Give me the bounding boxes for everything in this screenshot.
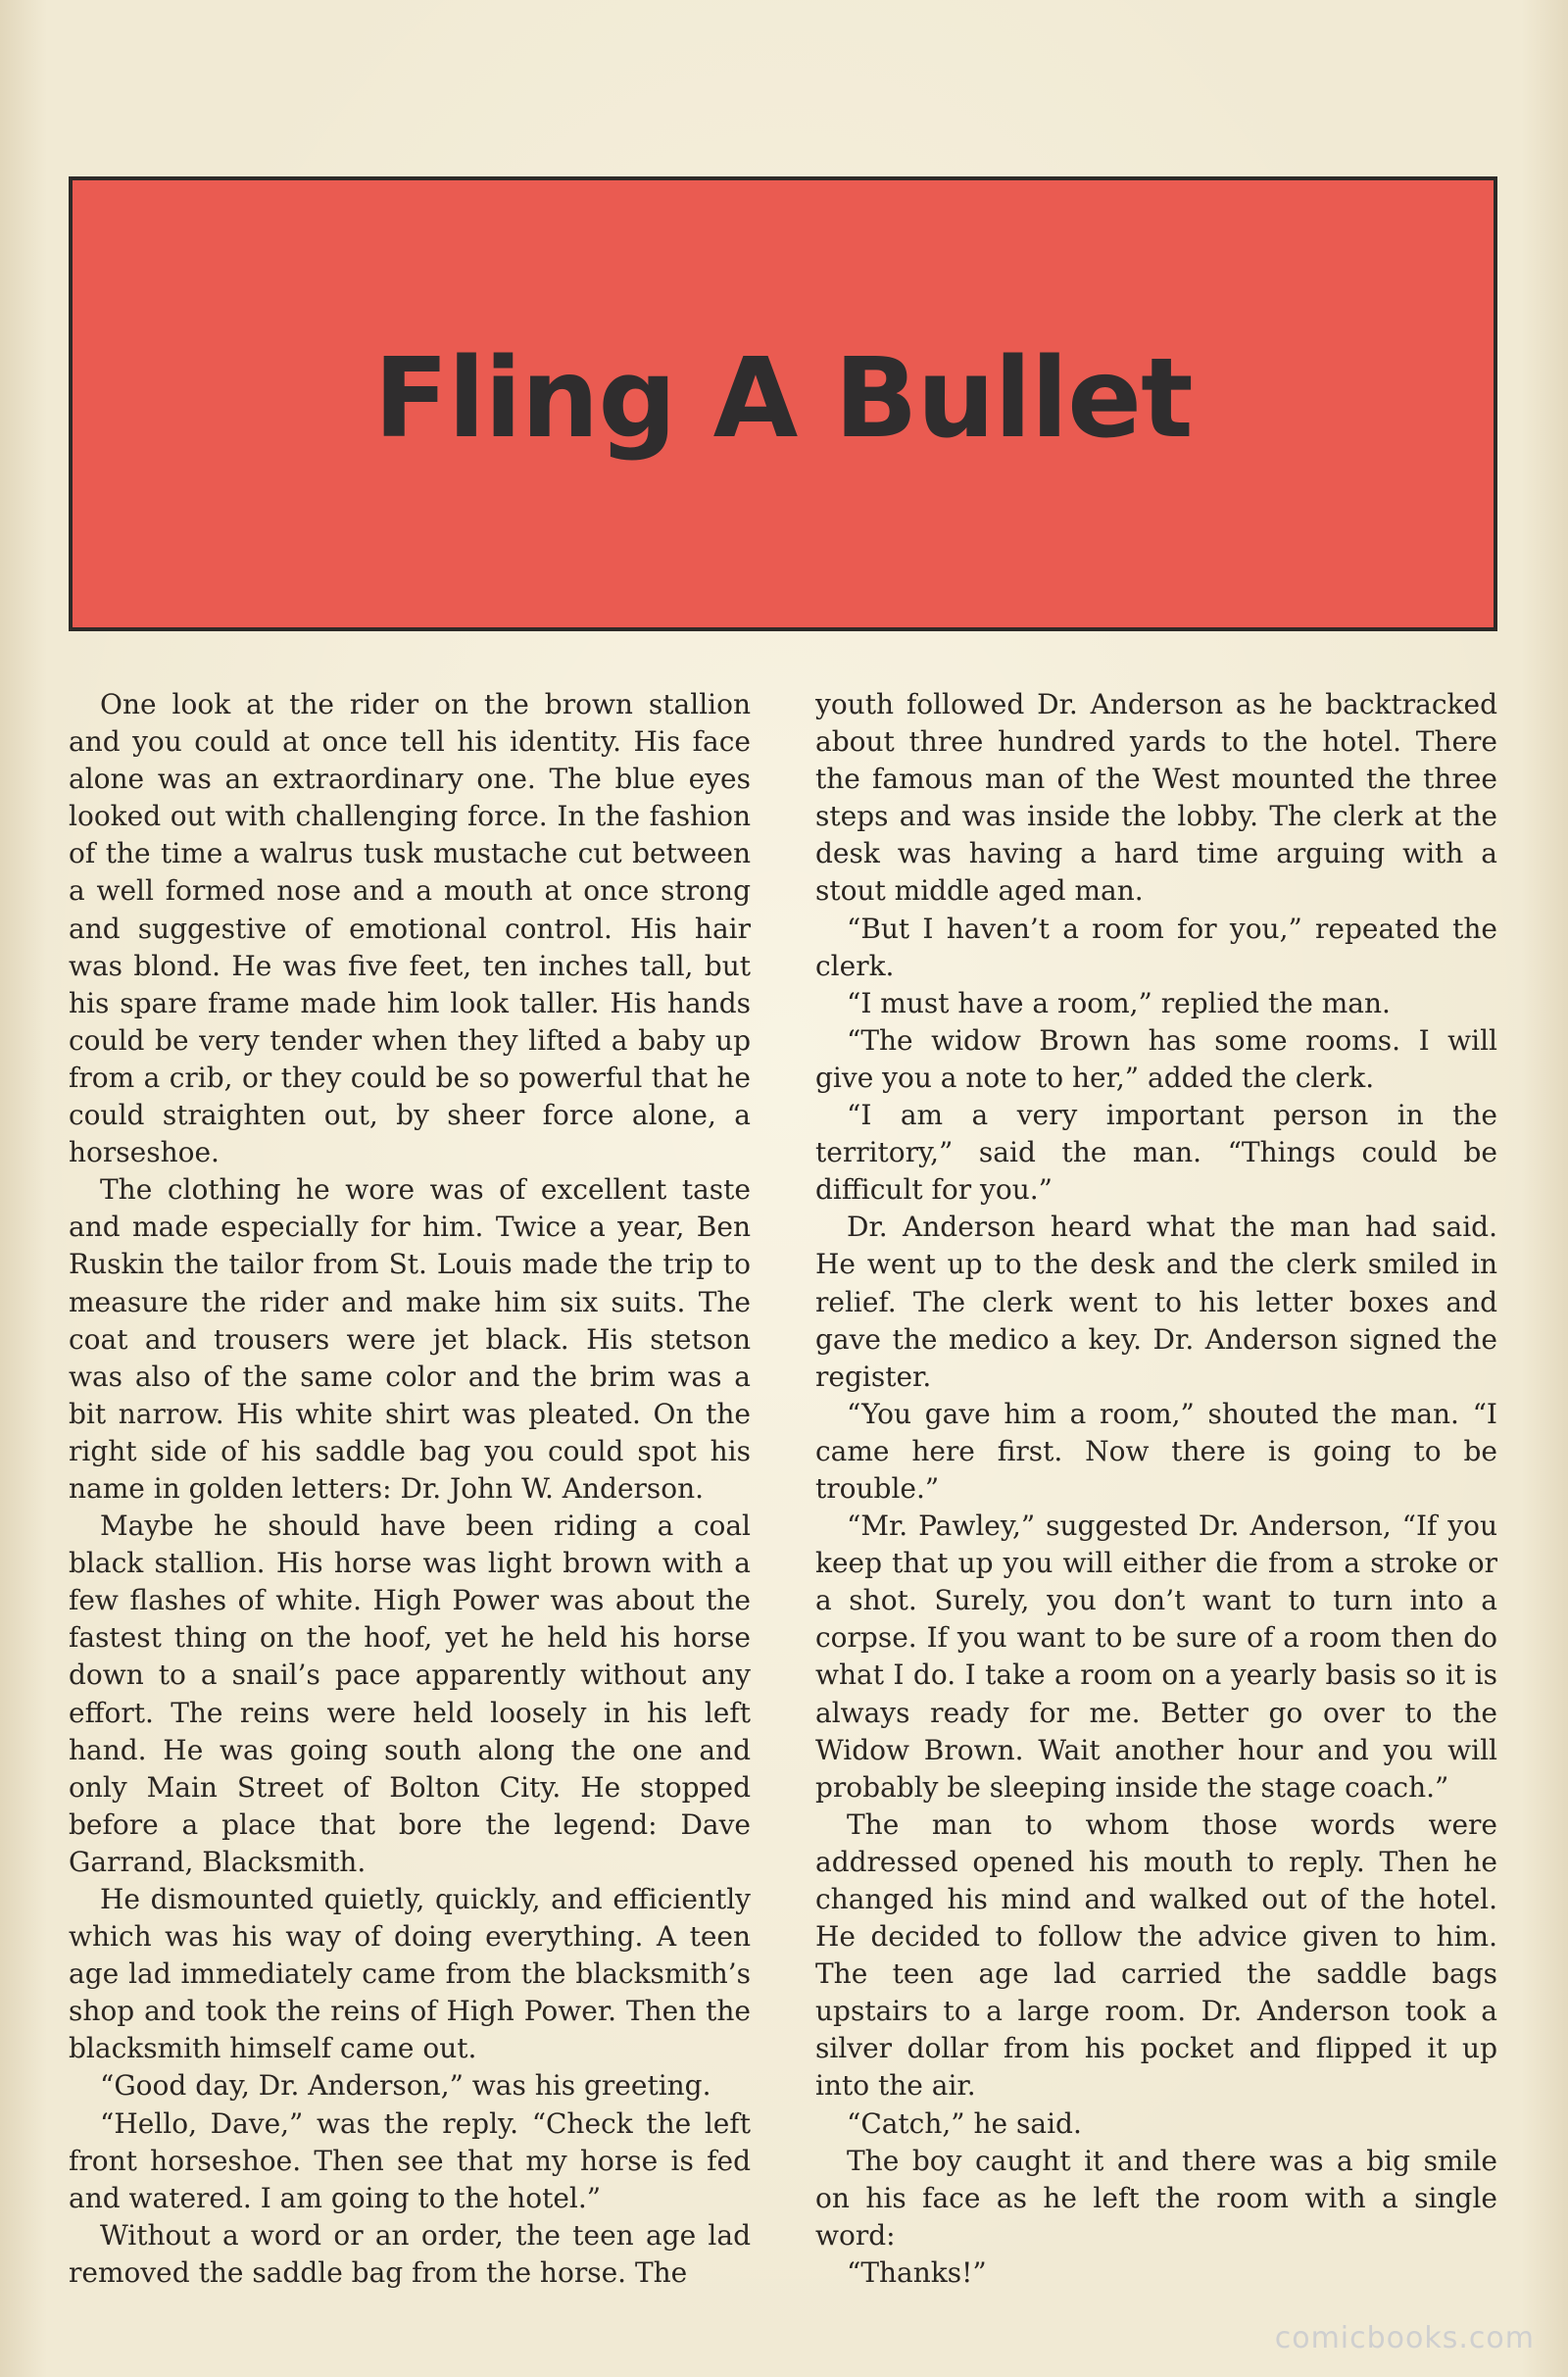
text-column-left — [69, 686, 751, 2294]
paragraph: “I must have a room,” replied the man. — [847, 986, 1391, 1019]
paragraph: “You gave him a room,” shouted the man. “I came here first. Now there is going to be trouble.” — [815, 1397, 1497, 1505]
paragraph: He dismounted quietly, quickly, and efficiently which was his way of doing everything. A teen age lad immediately came from the blacksmith’s shop and took the reins of High Power. Then the blacksmith himself came out. — [69, 1883, 751, 2065]
paragraph: “But I haven’t a room for you,” repeated the clerk. — [815, 912, 1497, 982]
paragraph: youth followed Dr. Anderson as he backtracked about three hundred yards to the hotel. There the famous man of the West mounted the three steps and was inside the lobby. The clerk at the desk was having a hard time arguing with a stout middle aged man. — [815, 688, 1497, 908]
title-banner — [69, 176, 1497, 631]
paragraph: “Mr. Pawley,” suggested Dr. Anderson, “If you keep that up you will either die from a stroke or a shot. Surely, you don’t want to turn into a corpse. If you want to be sure of a room then do what I do. I take a room on a yearly basis so it is always ready for me. Better go over to the Widow Brown. Wait another hour and you will probably be sleeping inside the stage coach.” — [815, 1510, 1497, 1804]
text-column-right — [815, 686, 1497, 2294]
paragraph: “Hello, Dave,” was the reply. “Check the left front horseshoe. Then see that my horse is fed and watered. I am going to the hotel.” — [69, 2106, 751, 2214]
paragraph: “Thanks!” — [847, 2255, 987, 2289]
paragraph: “I am a very important person in the territory,” said the man. “Things could be difficult for you.” — [815, 1099, 1497, 1207]
paragraph: The clothing he wore was of excellent taste and made especially for him. Twice a year, Ben Ruskin the tailor from St. Louis made the trip to measure the rider and make him six suits. The coat and trousers were jet black. His stetson was also of the same color and the brim was a bit narrow. His white shirt was pleated. On the right side of his saddle bag you could spot his name in golden letters: Dr. John W. Anderson. — [69, 1173, 751, 1505]
paragraph: Without a word or an order, the teen age lad removed the saddle bag from the horse. The — [69, 2218, 751, 2289]
story-title: Fling A Bullet — [373, 335, 1193, 463]
paragraph: Maybe he should have been riding a coal black stallion. His horse was light brown with a few flashes of white. High Power was about the fastest thing on the hoof, yet he held his horse down to a snail’s pace apparently without any effort. The reins were held loosely in his left hand. He was going south along the one and only Main Street of Bolton City. He stopped before a place that bore the legend: Dave Garrand, Blacksmith. — [69, 1510, 751, 1878]
paragraph: Dr. Anderson heard what the man had said. He went up to the desk and the clerk smiled in relief. The clerk went to his letter boxes and gave the medico a key. Dr. Anderson signed the register. — [815, 1211, 1497, 1393]
paragraph: The man to whom those words were addressed opened his mouth to reply. Then he changed his mind and walked out of the hotel. He decided to follow the advice given to him. The teen age lad carried the saddle bags upstairs to a large room. Dr. Anderson took a silver dollar from his pocket and flipped it up into the air. — [815, 1808, 1497, 2103]
paragraph: “The widow Brown has some rooms. I will give you a note to her,” added the clerk. — [815, 1023, 1497, 1094]
paragraph: “Good day, Dr. Anderson,” was his greeting. — [100, 2069, 711, 2103]
story-text — [69, 686, 1497, 2294]
paragraph: “Catch,” he said. — [847, 2106, 1082, 2140]
watermark: comicbooks.com — [1274, 2321, 1535, 2355]
paragraph: The boy caught it and there was a big smile on his face as he left the room with a single word: — [815, 2144, 1497, 2252]
paragraph: One look at the rider on the brown stallion and you could at once tell his identity. His face alone was an extraordinary one. The blue eyes looked out with challenging force. In the fashion of the time a walrus tusk mustache cut between a well formed nose and a mouth at once strong and suggestive of emotional control. His hair was blond. He was five feet, ten inches tall, but his spare frame made him look taller. His hands could be very tender when they lifted a baby up from a crib, or they could be so powerful that he could straighten out, by sheer force alone, a horseshoe. — [69, 688, 751, 1169]
